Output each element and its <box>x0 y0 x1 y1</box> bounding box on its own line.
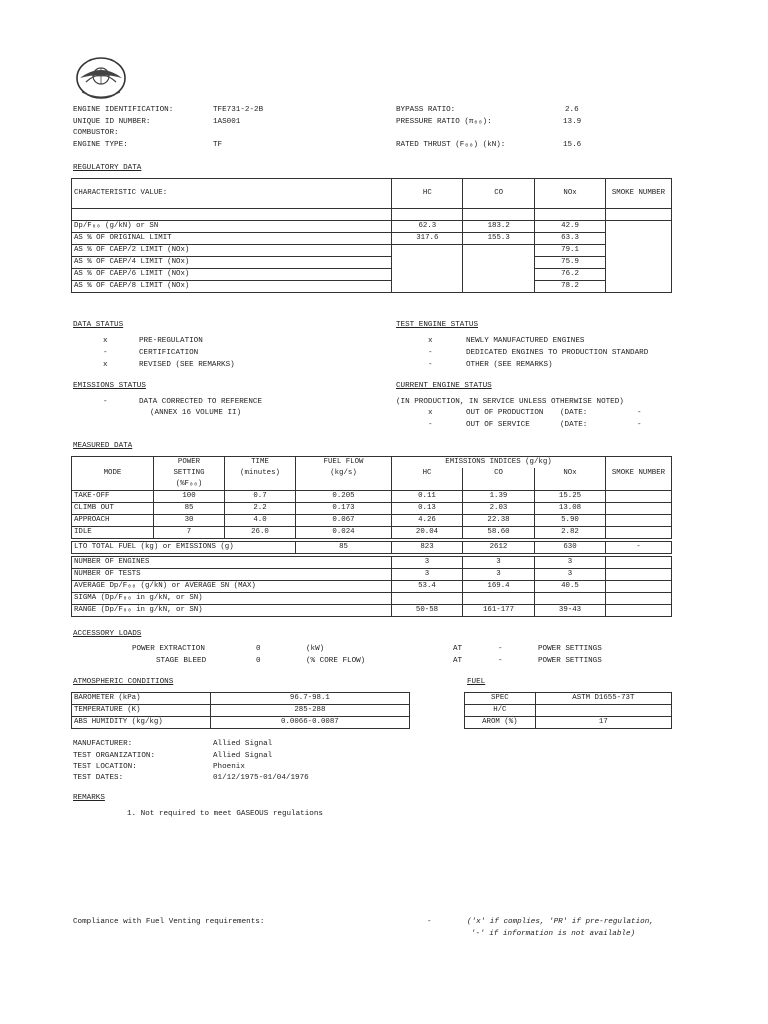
time-value: 0.7 <box>225 491 296 503</box>
fuel-venting-value: - <box>427 918 432 926</box>
mode-name: CLIMB OUT <box>72 503 154 515</box>
stat-co: 3 <box>463 557 535 569</box>
accessory-value: 0 <box>256 645 261 653</box>
regulatory-table <box>71 178 672 293</box>
current-engine-mark: x <box>428 409 433 417</box>
nox-value: 2.82 <box>535 527 606 539</box>
nox-value: 79.1 <box>535 245 606 257</box>
co-value: 22.38 <box>463 515 535 527</box>
table-row <box>72 269 672 281</box>
atmo-label: ABS HUMIDITY (kg/kg) <box>72 717 211 729</box>
test-organization-value: Allied Signal <box>213 752 273 760</box>
stat-co: 3 <box>463 569 535 581</box>
col-characteristic: CHARACTERISTIC VALUE: <box>72 179 392 209</box>
sn-value <box>606 515 672 527</box>
stat-sn <box>606 605 672 617</box>
lto-sn: - <box>606 542 672 554</box>
co-header: CO <box>463 468 535 479</box>
fuel-value <box>535 705 671 717</box>
stat-co: 161-177 <box>463 605 535 617</box>
current-engine-status-title: CURRENT ENGINE STATUS <box>396 382 492 390</box>
col-co: CO <box>463 179 535 209</box>
test-engine-mark: x <box>428 337 433 345</box>
data-status-text: REVISED (SEE REMARKS) <box>139 361 235 369</box>
accessory-settings: POWER SETTINGS <box>538 645 602 653</box>
data-status-mark: x <box>103 337 108 345</box>
table-row <box>465 705 672 717</box>
co-value <box>463 245 535 293</box>
rated-thrust-label: RATED THRUST (F₀₀) (kN): <box>396 141 506 149</box>
fuel-venting-note: '-' if information is not available) <box>471 930 636 938</box>
hc-value <box>392 245 463 293</box>
row-label: AS % OF ORIGINAL LIMIT <box>72 233 392 245</box>
mode-header: MODE <box>72 468 154 479</box>
test-engine-mark: - <box>428 361 433 369</box>
test-organization-label: TEST ORGANIZATION: <box>73 752 156 760</box>
nox-value: 78.2 <box>535 281 606 293</box>
mode-name: TAKE-OFF <box>72 491 154 503</box>
current-engine-text: OUT OF PRODUCTION <box>466 409 544 417</box>
lto-hc: 823 <box>392 542 463 554</box>
manufacturer-value: Allied Signal <box>213 740 273 748</box>
atmo-label: BAROMETER (kPa) <box>72 693 211 705</box>
test-engine-text: NEWLY MANUFACTURED ENGINES <box>466 337 585 345</box>
col-hc: HC <box>392 179 463 209</box>
test-engine-text: OTHER (SEE REMARKS) <box>466 361 553 369</box>
accessory-value: 0 <box>256 657 261 665</box>
power-value: 30 <box>154 515 225 527</box>
test-engine-text: DEDICATED ENGINES TO PRODUCTION STANDARD <box>466 349 649 357</box>
power-value: 85 <box>154 503 225 515</box>
hc-value: 0.11 <box>392 491 463 503</box>
nox-value: 75.9 <box>535 257 606 269</box>
co-value: 58.60 <box>463 527 535 539</box>
current-engine-mark: - <box>428 421 433 429</box>
stat-label: SIGMA (Dp/F₀₀ in g/kN, or SN) <box>72 593 392 605</box>
measured-data-title: MEASURED DATA <box>73 442 133 450</box>
fuel-value: 0.173 <box>296 503 392 515</box>
co-value: 155.3 <box>463 233 535 245</box>
table-row <box>72 581 672 593</box>
icao-logo <box>72 52 130 107</box>
unique-id-label: UNIQUE ID NUMBER: <box>73 118 151 126</box>
hc-value: 20.04 <box>392 527 463 539</box>
stat-sn <box>606 557 672 569</box>
atmospheric-title: ATMOSPHERIC CONDITIONS <box>73 678 174 686</box>
col-smoke-number: SMOKE NUMBER <box>605 179 671 209</box>
lto-row <box>72 542 672 554</box>
fuel-title: FUEL <box>467 678 486 686</box>
table-row <box>72 569 672 581</box>
time-value: 2.2 <box>225 503 296 515</box>
remark-item: 1. Not required to meet GASEOUS regulations <box>127 810 323 818</box>
accessory-at-value: - <box>498 645 503 653</box>
power-value: 7 <box>154 527 225 539</box>
stat-nox: 3 <box>535 557 606 569</box>
table-row <box>72 705 410 717</box>
stat-sn <box>606 569 672 581</box>
table-row <box>72 233 672 245</box>
test-location-label: TEST LOCATION: <box>73 763 137 771</box>
table-row <box>72 479 672 491</box>
table-row <box>72 527 672 539</box>
data-status-title: DATA STATUS <box>73 321 124 329</box>
stat-hc: 3 <box>392 569 463 581</box>
time-value: 26.0 <box>225 527 296 539</box>
emissions-status-line1: DATA CORRECTED TO REFERENCE <box>139 398 263 406</box>
hc-value: 62.3 <box>392 221 463 233</box>
stat-hc: 3 <box>392 557 463 569</box>
hc-header: HC <box>392 468 463 479</box>
fuel-table <box>464 692 672 729</box>
emissions-indices-header: EMISSIONS INDICES (g/kg) <box>392 457 606 469</box>
table-row <box>72 693 410 705</box>
power-header: POWER <box>154 457 225 469</box>
accessory-label: STAGE BLEED <box>156 657 207 665</box>
co-value: 2.03 <box>463 503 535 515</box>
table-row <box>72 557 672 569</box>
fuel-value: 0.067 <box>296 515 392 527</box>
manufacturer-label: MANUFACTURER: <box>73 740 133 748</box>
stat-nox: 39-43 <box>535 605 606 617</box>
stat-nox: 40.5 <box>535 581 606 593</box>
table-row <box>72 605 672 617</box>
fuel-value: 0.205 <box>296 491 392 503</box>
stat-label: NUMBER OF TESTS <box>72 569 392 581</box>
nox-value: 42.9 <box>535 221 606 233</box>
nox-value: 76.2 <box>535 269 606 281</box>
emissions-status-line2: (ANNEX 16 VOLUME II) <box>150 409 242 417</box>
stat-co: 169.4 <box>463 581 535 593</box>
test-engine-mark: - <box>428 349 433 357</box>
rated-thrust-value: 15.6 <box>563 141 582 149</box>
fuel-value: ASTM D1655-73T <box>535 693 671 705</box>
accessory-at: AT <box>453 645 463 653</box>
fuel-venting-label: Compliance with Fuel Venting requirements: <box>73 918 265 926</box>
power-header: (%F₀₀) <box>154 479 225 491</box>
stat-label: AVERAGE Dp/F₀₀ (g/kN) or AVERAGE SN (MAX) <box>72 581 392 593</box>
lto-co: 2612 <box>463 542 535 554</box>
fuel-venting-note: ('x' if complies, 'PR' if pre-regulation, <box>467 918 654 926</box>
data-status-text: CERTIFICATION <box>139 349 199 357</box>
co-value: 1.39 <box>463 491 535 503</box>
atmo-value: 285-288 <box>210 705 409 717</box>
row-label: AS % OF CAEP/6 LIMIT (NOx) <box>72 269 392 281</box>
stat-co <box>463 593 535 605</box>
accessory-unit: (% CORE FLOW) <box>306 657 366 665</box>
stat-sn <box>606 593 672 605</box>
test-engine-status-title: TEST ENGINE STATUS <box>396 321 479 329</box>
engine-identification-value: TFE731-2-2B <box>213 106 264 114</box>
atmospheric-table <box>71 692 410 729</box>
data-status-mark: x <box>103 361 108 369</box>
table-row <box>465 717 672 729</box>
table-row <box>72 503 672 515</box>
table-row <box>72 717 410 729</box>
measured-data-table <box>71 456 672 617</box>
lto-nox: 630 <box>535 542 606 554</box>
atmo-value: 0.0066-0.0087 <box>210 717 409 729</box>
hc-value: 0.13 <box>392 503 463 515</box>
sn-value <box>606 503 672 515</box>
hc-value: 317.6 <box>392 233 463 245</box>
row-label: AS % OF CAEP/4 LIMIT (NOx) <box>72 257 392 269</box>
stat-hc: 50-58 <box>392 605 463 617</box>
accessory-at: AT <box>453 657 463 665</box>
table-row <box>72 468 672 479</box>
current-engine-date-label: (DATE: <box>560 409 588 417</box>
current-engine-text: OUT OF SERVICE <box>466 421 530 429</box>
bypass-ratio-label: BYPASS RATIO: <box>396 106 456 114</box>
test-dates-label: TEST DATES: <box>73 774 124 782</box>
engine-identification-label: ENGINE IDENTIFICATION: <box>73 106 174 114</box>
regulatory-title: REGULATORY DATA <box>73 164 142 172</box>
data-status-mark: - <box>103 349 108 357</box>
nox-value: 63.3 <box>535 233 606 245</box>
stat-nox: 3 <box>535 569 606 581</box>
fuel-label: AROM (%) <box>465 717 536 729</box>
table-row <box>72 257 672 269</box>
time-value: 4.0 <box>225 515 296 527</box>
sn-value <box>605 221 671 293</box>
mode-name: IDLE <box>72 527 154 539</box>
power-value: 100 <box>154 491 225 503</box>
table-row <box>72 491 672 503</box>
stat-nox <box>535 593 606 605</box>
atmo-value: 96.7-98.1 <box>210 693 409 705</box>
fuel-label: H/C <box>465 705 536 717</box>
table-row <box>72 221 672 233</box>
nox-value: 15.25 <box>535 491 606 503</box>
hc-value: 4.26 <box>392 515 463 527</box>
stat-hc: 53.4 <box>392 581 463 593</box>
current-engine-date: - <box>637 421 642 429</box>
stat-sn <box>606 581 672 593</box>
stat-label: NUMBER OF ENGINES <box>72 557 392 569</box>
remarks-title: REMARKS <box>73 794 105 802</box>
fuel-flow-header: FUEL FLOW <box>296 457 392 469</box>
nox-header: NOx <box>535 468 606 479</box>
test-location-value: Phoenix <box>213 763 245 771</box>
row-label: AS % OF CAEP/8 LIMIT (NOx) <box>72 281 392 293</box>
fuel-flow-header: (kg/s) <box>296 468 392 479</box>
row-label: Dp/F₀₀ (g/kN) or SN <box>72 221 392 233</box>
table-row <box>72 245 672 257</box>
table-row <box>72 457 672 469</box>
accessory-loads-title: ACCESSORY LOADS <box>73 630 142 638</box>
emissions-status-mark: - <box>103 398 108 406</box>
stat-hc <box>392 593 463 605</box>
power-header: SETTING <box>154 468 225 479</box>
unique-id-value: 1AS001 <box>213 118 241 126</box>
accessory-label: POWER EXTRACTION <box>132 645 205 653</box>
col-nox: NOx <box>535 179 606 209</box>
table-row <box>72 515 672 527</box>
nox-value: 13.08 <box>535 503 606 515</box>
accessory-unit: (kW) <box>306 645 325 653</box>
sn-value <box>606 491 672 503</box>
fuel-value: 0.024 <box>296 527 392 539</box>
current-engine-date-label: (DATE: <box>560 421 588 429</box>
test-dates-value: 01/12/1975-01/04/1976 <box>213 774 309 782</box>
table-row <box>72 281 672 293</box>
atmo-label: TEMPERATURE (K) <box>72 705 211 717</box>
table-row <box>465 693 672 705</box>
lto-fuel: 85 <box>296 542 392 554</box>
current-engine-date: - <box>637 409 642 417</box>
time-header: TIME <box>225 457 296 469</box>
data-status-text: PRE-REGULATION <box>139 337 203 345</box>
fuel-label: SPEC <box>465 693 536 705</box>
engine-type-label: ENGINE TYPE: <box>73 141 128 149</box>
fuel-value: 17 <box>535 717 671 729</box>
pressure-ratio-value: 13.9 <box>563 118 582 126</box>
mode-name: APPROACH <box>72 515 154 527</box>
engine-type-value: TF <box>213 141 223 149</box>
accessory-at-value: - <box>498 657 503 665</box>
emissions-status-title: EMISSIONS STATUS <box>73 382 146 390</box>
lto-label: LTO TOTAL FUEL (kg) or EMISSIONS (g) <box>72 542 296 554</box>
bypass-ratio-value: 2.6 <box>565 106 579 114</box>
smoke-number-header: SMOKE NUMBER <box>606 468 672 479</box>
row-label: AS % OF CAEP/2 LIMIT (NOx) <box>72 245 392 257</box>
co-value: 183.2 <box>463 221 535 233</box>
pressure-ratio-label: PRESSURE RATIO (π₀₀): <box>396 118 492 126</box>
combustor-label: COMBUSTOR: <box>73 129 119 137</box>
accessory-settings: POWER SETTINGS <box>538 657 602 665</box>
stat-label: RANGE (Dp/F₀₀ in g/kN, or SN) <box>72 605 392 617</box>
sn-value <box>606 527 672 539</box>
time-header: (minutes) <box>225 468 296 479</box>
table-row <box>72 209 672 221</box>
nox-value: 5.90 <box>535 515 606 527</box>
current-engine-status-note: (IN PRODUCTION, IN SERVICE UNLESS OTHERWISE NOTED) <box>396 398 624 406</box>
table-row <box>72 593 672 605</box>
regulatory-header-row <box>72 179 672 209</box>
